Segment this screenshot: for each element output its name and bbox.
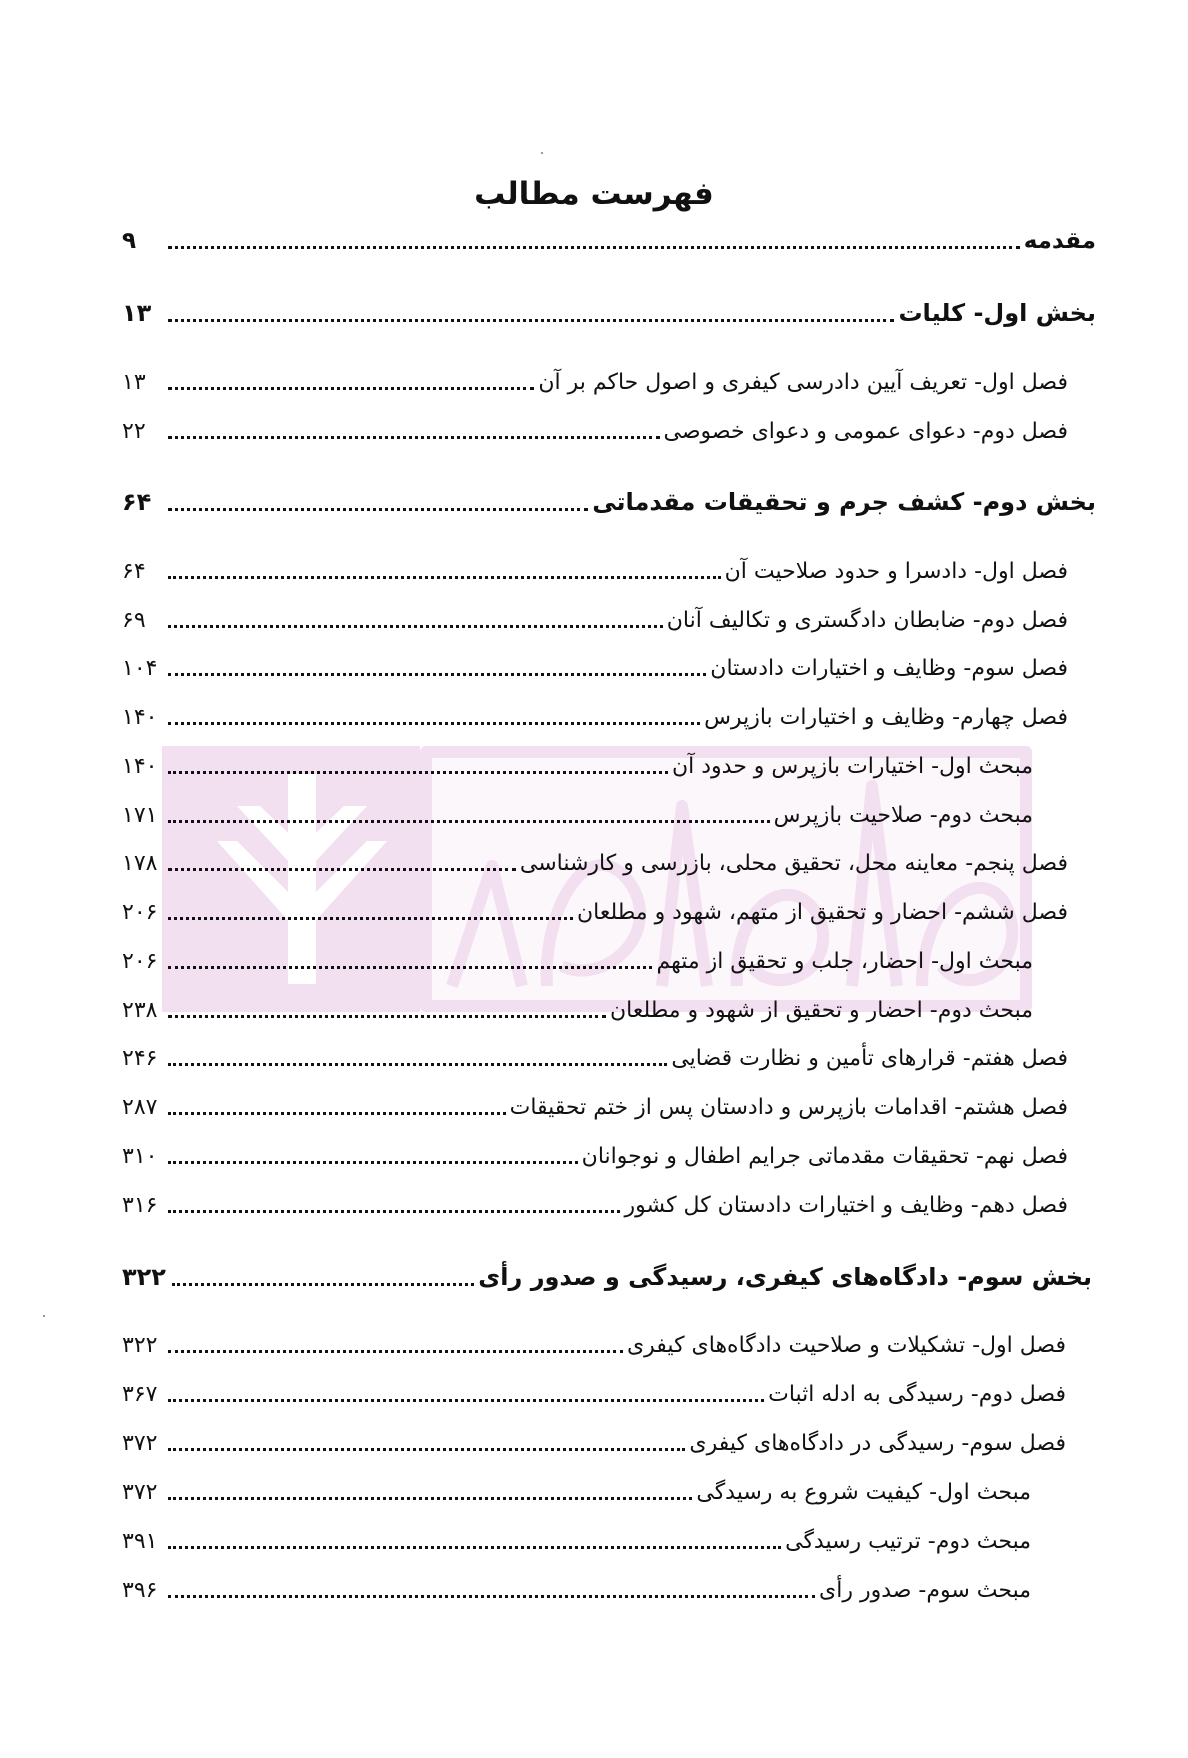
toc-entry-label: فصل هفتم- قرارهای تأمین و نظارت قضایی <box>671 1045 1068 1071</box>
toc-entry-part <box>122 1259 1092 1291</box>
toc-entry-chapter <box>122 1426 1066 1456</box>
toc-page-number: ۳۱۰ <box>122 1143 158 1169</box>
toc-page-number: ۳۲۲ <box>122 1332 158 1358</box>
toc-page-number: ۱۴۰ <box>122 704 158 730</box>
toc-entry-section <box>122 993 1033 1023</box>
toc-entry-label: فصل دوم- ضابطان دادگستری و تکالیف آنان <box>666 607 1068 633</box>
toc-entry-label: مبحث اول- اختیارات بازپرس و حدود آن <box>671 753 1033 779</box>
dot-leader <box>168 554 721 579</box>
toc-entry-section <box>122 749 1033 779</box>
dot-leader <box>168 1524 781 1549</box>
toc-page-number: ۳۷۲ <box>122 1479 158 1505</box>
toc-entry-label: فصل هشتم- اقدامات بازپرس و دادستان پس از ختم تحقیقات <box>509 1094 1068 1120</box>
toc-page-number: ۱۷۱ <box>122 802 158 828</box>
toc-entry-label: فصل نهم- تحقیقات مقدماتی جرایم اطفال و نوجوانان <box>581 1143 1068 1169</box>
toc-entry-label: بخش سوم- دادگاه‌های کیفری، رسیدگی و صدور رأی <box>478 1263 1092 1292</box>
toc-entry-chapter <box>122 554 1068 584</box>
scan-speck <box>541 152 543 154</box>
toc-entry-label: مبحث دوم- ترتیب رسیدگی <box>785 1528 1031 1554</box>
dot-leader <box>168 1090 506 1115</box>
toc-page-number: ۳۱۶ <box>122 1192 158 1218</box>
toc-entry-label: فصل ششم- احضار و تحقیق از متهم، شهود و مطلعان <box>576 899 1068 925</box>
toc-entry-label: فصل دهم- وظایف و اختیارات دادستان کل کشور <box>624 1192 1068 1218</box>
dot-leader <box>168 1041 667 1066</box>
toc-page-number: ۱۳ <box>122 369 146 395</box>
dot-leader <box>168 1328 623 1353</box>
toc-page-number: ۲۰۶ <box>122 948 158 974</box>
toc-entry-part <box>122 295 1096 327</box>
toc-entry-chapter <box>122 1139 1068 1169</box>
dot-leader <box>168 365 534 390</box>
toc-entry-label: مبحث اول- احضار، جلب و تحقیق از متهم <box>656 948 1033 974</box>
dot-leader <box>168 798 770 823</box>
dot-leader <box>168 414 660 439</box>
toc-entry-label: مبحث اول- کیفیت شروع به رسیدگی <box>696 1479 1031 1505</box>
dot-leader <box>172 1259 474 1286</box>
dot-leader <box>168 944 652 969</box>
toc-entry-label: فصل اول- تعریف آیین دادرسی کیفری و اصول حاکم بر آن <box>538 369 1068 395</box>
toc-page-number: ۳۲۲ <box>122 1263 166 1292</box>
toc-entry-chapter <box>122 700 1068 730</box>
toc-entry-label: مقدمه <box>1023 228 1096 255</box>
toc-entry-chapter <box>122 365 1068 395</box>
dot-leader <box>168 295 894 322</box>
toc-entry-label: فصل چهارم- وظایف و اختیارات بازپرس <box>704 704 1068 730</box>
dot-leader <box>168 223 1020 249</box>
dot-leader <box>168 700 700 725</box>
dot-leader <box>168 749 668 774</box>
dot-leader <box>168 1139 578 1164</box>
dot-leader <box>168 1188 620 1213</box>
page-title: فهرست مطالب <box>474 176 714 212</box>
toc-page-number: ۶۴ <box>122 488 152 517</box>
dot-leader <box>168 651 706 676</box>
toc-entry-label: فصل اول- تشکیلات و صلاحیت دادگاه‌های کیفری <box>626 1332 1066 1358</box>
dot-leader <box>168 895 573 920</box>
toc-entry-chapter <box>122 846 1068 876</box>
toc-page-number: ۶۴ <box>122 558 146 584</box>
dot-leader <box>168 1475 692 1500</box>
dot-leader <box>168 1377 764 1402</box>
toc-page-number: ۶۹ <box>122 607 146 633</box>
toc-page-number: ۳۷۲ <box>122 1430 158 1456</box>
toc-entry-section <box>122 1524 1031 1554</box>
toc-entry-chapter <box>122 1328 1066 1358</box>
toc-page-number: ۲۴۶ <box>122 1045 158 1071</box>
toc-page-number: ۹ <box>122 228 137 255</box>
toc-page-number: ۲۲ <box>122 418 146 444</box>
toc-entry-label: مبحث دوم- احضار و تحقیق از شهود و مطلعان <box>609 997 1033 1023</box>
dot-leader <box>168 846 516 871</box>
toc-page-number: ۳۶۷ <box>122 1381 158 1407</box>
toc-page-number: ۱۰۴ <box>122 655 158 681</box>
toc-entry-section <box>122 1573 1031 1603</box>
dot-leader <box>168 1426 685 1451</box>
toc-entry-label: فصل دوم- دعوای عمومی و دعوای خصوصی <box>663 418 1068 444</box>
toc-entry-label: مبحث دوم- صلاحیت بازپرس <box>773 802 1033 828</box>
toc-entry-chapter <box>122 1090 1068 1120</box>
toc-entry-section <box>122 944 1033 974</box>
toc-page-number: ۳۹۱ <box>122 1528 158 1554</box>
dot-leader <box>168 484 588 511</box>
toc-entry-chapter <box>122 1377 1066 1407</box>
toc-page-number: ۲۸۷ <box>122 1094 158 1120</box>
dot-leader <box>168 1573 815 1598</box>
toc-page-number: ۱۴۰ <box>122 753 158 779</box>
toc-entry-label: بخش اول- کلیات <box>898 299 1096 328</box>
toc-page-number: ۲۰۶ <box>122 899 158 925</box>
toc-entry-chapter <box>122 651 1068 681</box>
toc-entry-label: فصل پنجم- معاینه محل، تحقیق محلی، بازرسی و کارشناسی <box>519 850 1068 876</box>
scan-speck <box>43 1315 45 1317</box>
toc-entry-label: فصل سوم- رسیدگی در دادگاه‌های کیفری <box>689 1430 1066 1456</box>
toc-entry-label: فصل دوم- رسیدگی به ادله اثبات <box>768 1381 1066 1407</box>
toc-entry-chapter <box>122 895 1068 925</box>
toc-entry-part <box>122 484 1096 516</box>
toc-entry-chapter <box>122 414 1068 444</box>
toc-page-number: ۲۳۸ <box>122 997 158 1023</box>
toc-entry-label: فصل اول- دادسرا و حدود صلاحیت آن <box>724 558 1068 584</box>
toc-entry-chapter <box>122 1041 1068 1071</box>
toc-entry-label: بخش دوم- کشف جرم و تحقیقات مقدماتی <box>592 488 1096 517</box>
toc-entry-chapter <box>122 603 1068 633</box>
dot-leader <box>168 603 663 628</box>
toc-entry-label: فصل سوم- وظایف و اختیارات دادستان <box>710 655 1068 681</box>
toc-page-number: ۳۹۶ <box>122 1577 158 1603</box>
toc-page-number: ۱۷۸ <box>122 850 158 876</box>
toc-entry-section <box>122 1475 1031 1505</box>
toc-entry-section <box>122 798 1033 828</box>
toc-entry-chapter <box>122 1188 1068 1218</box>
toc-entry-label: مبحث سوم- صدور رأی <box>819 1577 1031 1603</box>
toc-entry-intro <box>122 223 1096 254</box>
dot-leader <box>168 993 606 1018</box>
toc-page-number: ۱۳ <box>122 299 152 328</box>
